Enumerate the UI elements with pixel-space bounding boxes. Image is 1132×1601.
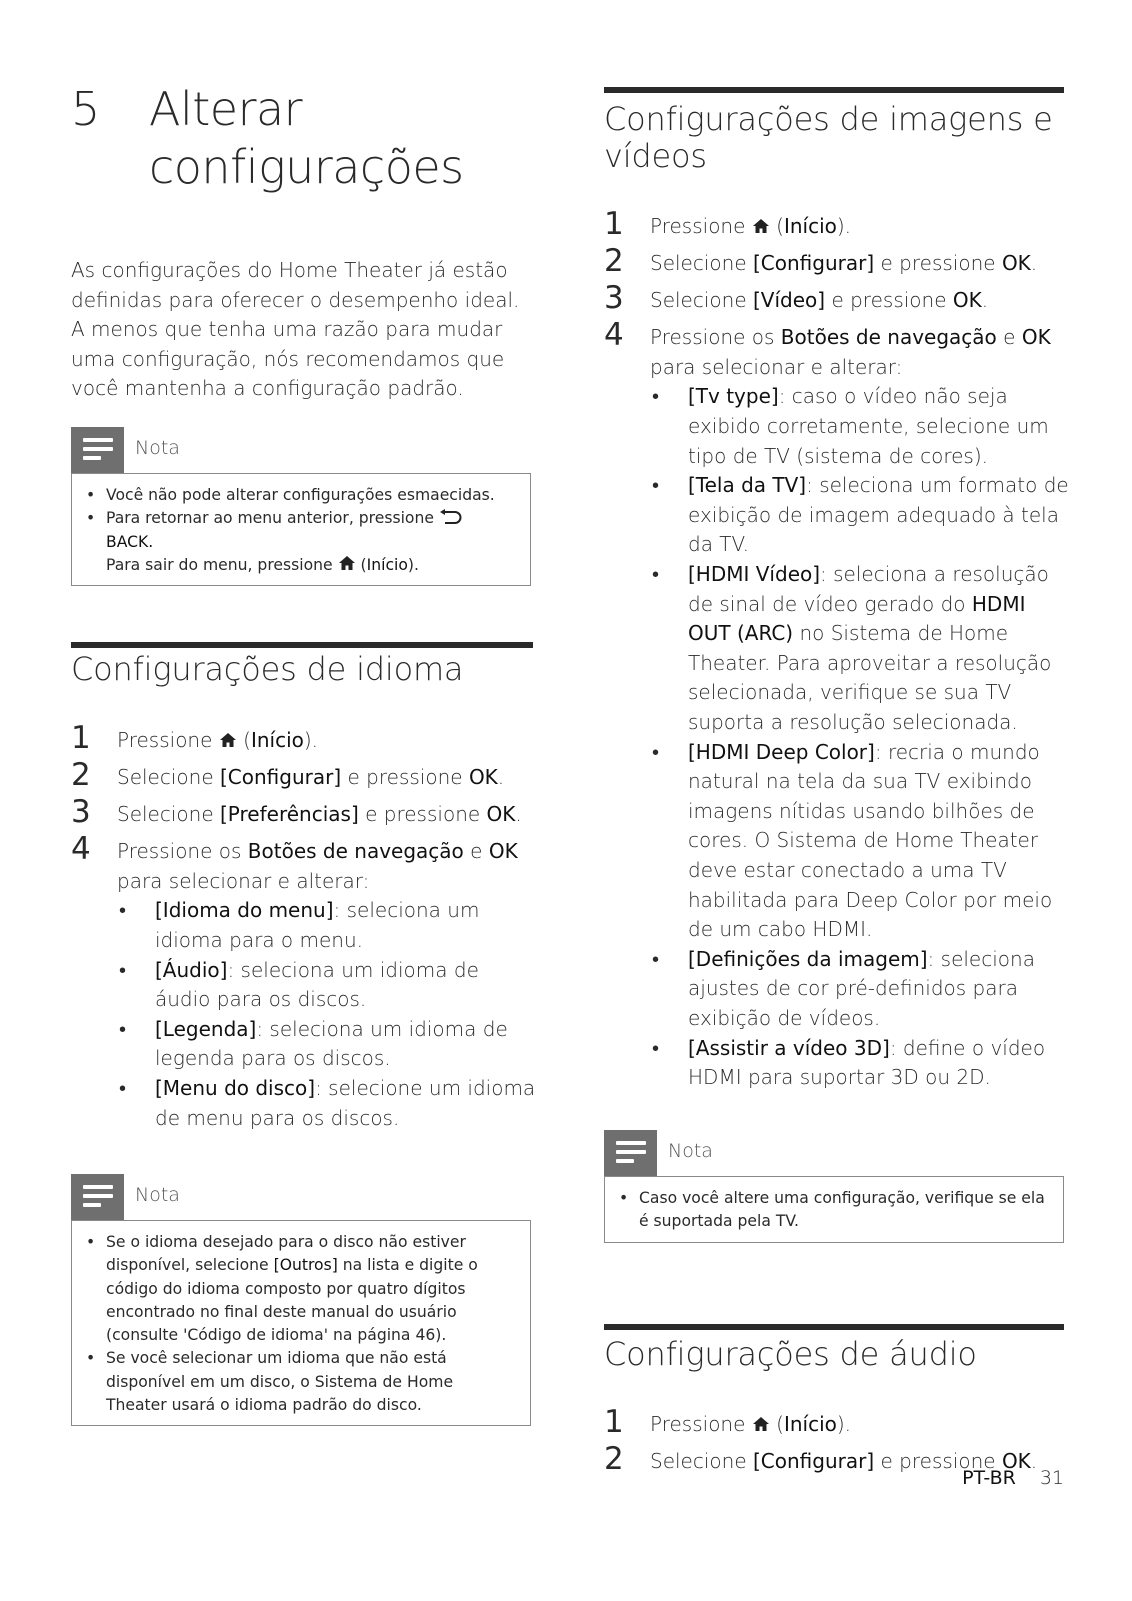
back-arrow-icon <box>439 509 465 525</box>
list-item: • [Tela da TV]: seleciona um formato de exibição de imagem adequado à tela da TV. <box>650 471 1069 560</box>
note-box-general <box>71 427 531 586</box>
note-item: • Você não pode alterar configurações esmaecidas. <box>86 484 514 507</box>
note-item: • Caso você altere uma configuração, verifique se ela é suportada pela TV. <box>619 1187 1047 1234</box>
list-item: • [Legenda]: seleciona um idioma de legenda para os discos. <box>117 1015 536 1074</box>
note-icon <box>71 1174 124 1220</box>
language-code: PT-BR <box>962 1467 1016 1489</box>
list-item: • [Tv type]: caso o vídeo não seja exibido corretamente, selecione um tipo de TV (sistema de cores). <box>650 382 1069 471</box>
step: 3 Selecione [Vídeo] e pressione OK. <box>604 280 989 317</box>
intro-paragraph: As configurações do Home Theater já estão definidas para oferecer o desempenho ideal. A menos que tenha uma razão para mudar uma configuração, nós recomendamos que você mantenha a configuração padrão. <box>71 258 520 401</box>
step: 2 Selecione [Configurar] e pressione OK. <box>71 757 505 794</box>
list-item: • [Assistir a vídeo 3D]: define o vídeo HDMI para suportar 3D ou 2D. <box>650 1034 1069 1093</box>
note-box-imagens <box>604 1130 1064 1243</box>
list-item: • [Definições da imagem]: seleciona ajustes de cor pré-definidos para exibição de vídeos. <box>650 945 1069 1034</box>
note-item: • Para retornar ao menu anterior, pressione BACK. Para sair do menu, pressione (Início). <box>86 507 514 577</box>
steps-idioma <box>71 720 536 1141</box>
note-label: Nota <box>668 1140 713 1162</box>
step: 1 Pressione (Início). <box>604 206 852 242</box>
step: 4 Pressione os Botões de navegação e OK para selecionar e alterar: • [Idioma do menu]: seleciona um idioma para o menu. • [Áudio]: seleciona um idioma de áudio para os discos. • [Legenda]: seleciona um idioma de legenda para os discos. • [Menu do disco]: selecione um idioma de menu para os discos. <box>71 837 536 1133</box>
step: 1 Pressione (Início). <box>71 720 319 756</box>
section-rule <box>604 87 1064 93</box>
list-item: • [Menu do disco]: selecione um idioma de menu para os discos. <box>117 1074 536 1133</box>
steps-imagens <box>604 206 1069 1100</box>
step: 4 Pressione os Botões de navegação e OK para selecionar e alterar: • [Tv type]: caso o vídeo não seja exibido corretamente, selecione um tipo de TV (sistema de cores). • [Tela da TV]: seleciona um formato de exibição de imagem adequado à tela da TV. • [HDMI Vídeo]: seleciona a resolução de sinal de vídeo gerado do HDMI OUT (ARC) no Sistema de Home Theater. Para aproveitar a resolução selecionada, verifique se sua TV suporta a resolução selecionada. • [HDMI Deep Color]: recria o mundo natural na tela da sua TV exibindo imagens nítidas usando bilhões de cores. O Sistema de Home Theater deve estar conectado a uma TV habilitada para Deep Color por meio de um cabo HDMI. • [Definições da imagem]: seleciona ajustes de cor pré-definidos para exibição de vídeos. • [Assistir a vídeo 3D]: define o vídeo HDMI para suportar 3D ou 2D. <box>604 323 1069 1092</box>
note-item: • Se você selecionar um idioma que não está disponível em um disco, o Sistema de Home Theater usará o idioma padrão do disco. <box>86 1347 514 1417</box>
step: 3 Selecione [Preferências] e pressione OK. <box>71 794 522 831</box>
note-label: Nota <box>135 437 180 459</box>
list-item: • [Áudio]: seleciona um idioma de áudio para os discos. <box>117 956 536 1015</box>
note-box-idioma <box>71 1174 531 1426</box>
note-icon <box>604 1130 657 1176</box>
section-title-audio: Configurações de áudio <box>604 1335 977 1373</box>
chapter-title: Alterar configurações <box>149 82 464 194</box>
page-footer <box>604 1467 1064 1489</box>
step: 1 Pressione (Início). <box>604 1404 852 1440</box>
section-title-imagens: Configurações de imagens e vídeos <box>604 100 1053 175</box>
section-title-idioma: Configurações de idioma <box>71 650 464 688</box>
section-rule <box>604 1324 1064 1330</box>
list-item: • [HDMI Deep Color]: recria o mundo natural na tela da sua TV exibindo imagens nítidas usando bilhões de cores. O Sistema de Home Theater deve estar conectado a uma TV habilitada para Deep Color por meio de um cabo HDMI. <box>650 738 1069 945</box>
section-rule <box>71 642 533 648</box>
home-icon <box>752 218 770 234</box>
list-item: • [HDMI Vídeo]: seleciona a resolução de sinal de vídeo gerado do HDMI OUT (ARC) no Sistema de Home Theater. Para aproveitar a resolução selecionada, verifique se sua TV suporta a resolução selecionada. <box>650 560 1069 738</box>
step: 2 Selecione [Configurar] e pressione OK. <box>604 1441 1038 1478</box>
list-item: • [Idioma do menu]: seleciona um idioma para o menu. <box>117 896 536 955</box>
note-item: • Se o idioma desejado para o disco não estiver disponível, selecione [Outros] na lista e digite o código do idioma composto por quatro dígitos encontrado no final deste manual do usuário (consulte 'Código de idioma' na página 46). <box>86 1231 514 1347</box>
home-icon <box>338 555 356 571</box>
note-label: Nota <box>135 1184 180 1206</box>
home-icon <box>752 1416 770 1432</box>
page-number: 31 <box>1039 1467 1064 1489</box>
note-icon <box>71 427 124 473</box>
home-icon <box>219 732 237 748</box>
step: 2 Selecione [Configurar] e pressione OK. <box>604 243 1038 280</box>
chapter-number: 5 <box>71 82 100 136</box>
